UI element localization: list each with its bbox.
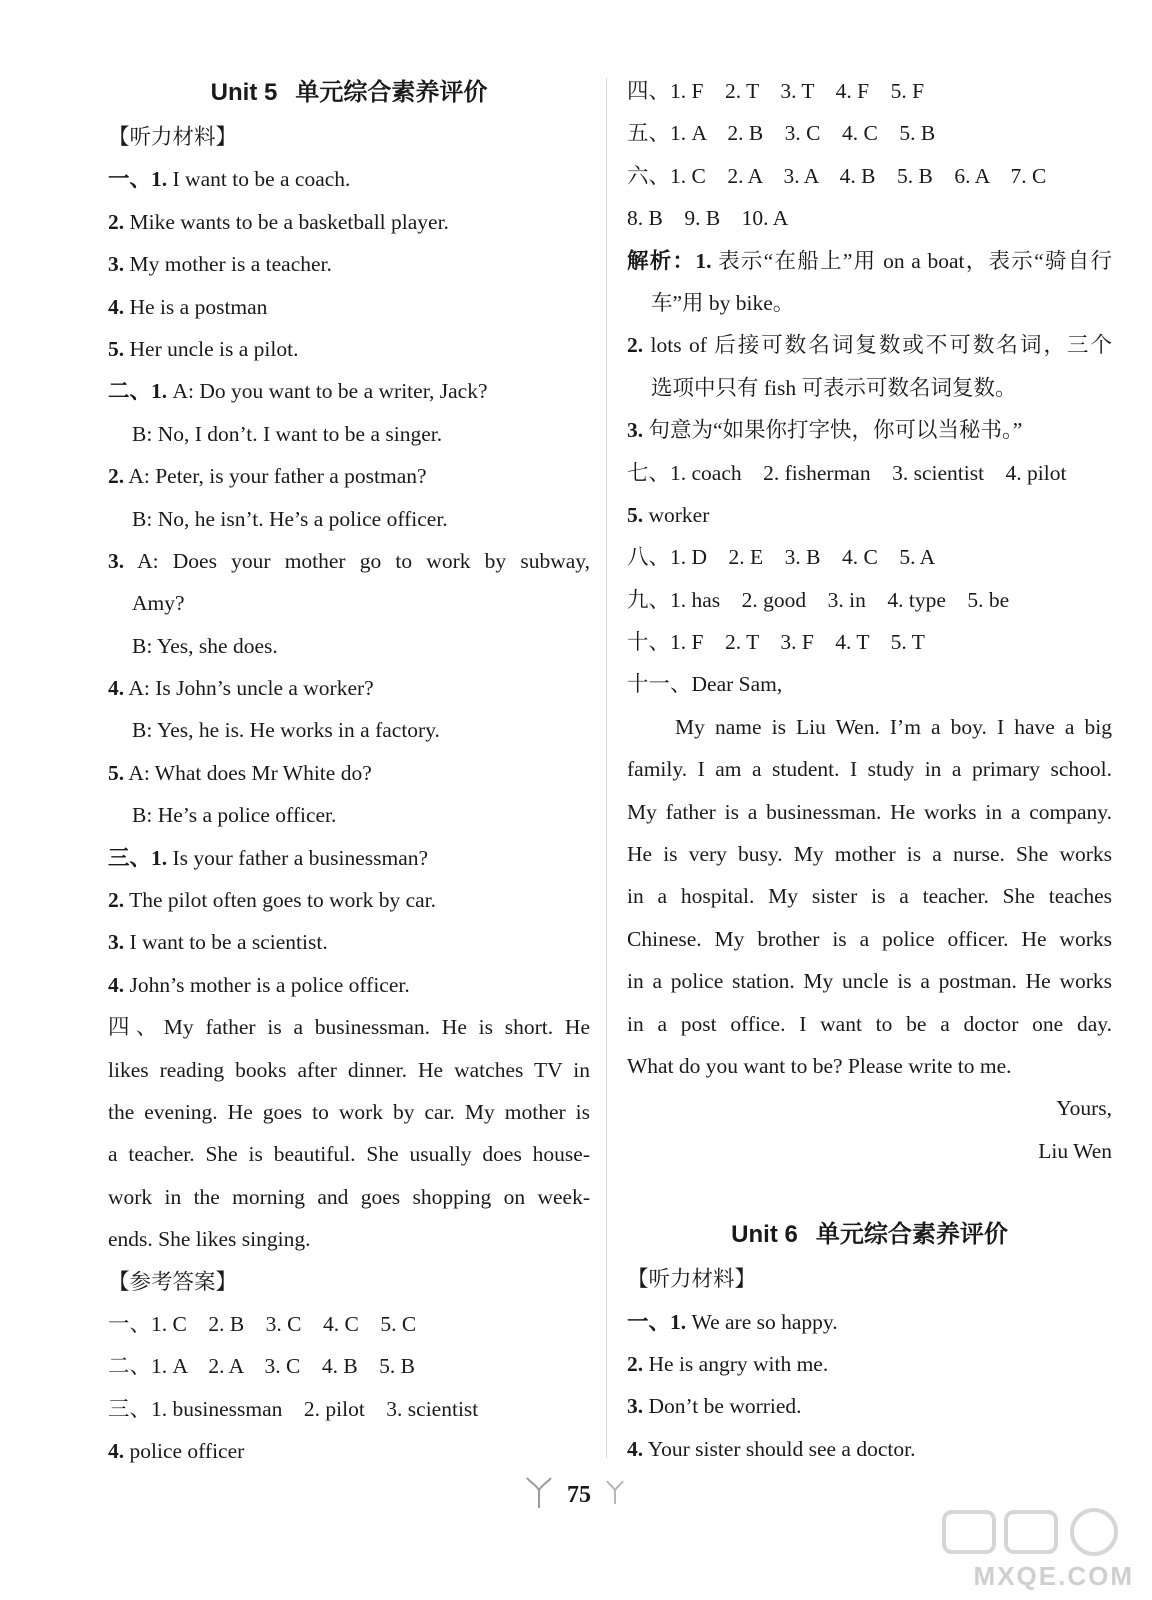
line-text: 五、1. A 2. B 3. C 4. C 5. B: [627, 121, 936, 146]
item-number: 4.: [627, 1436, 644, 1461]
line-text: 表示“在船上”用 on a boat，表示“骑自行: [711, 248, 1112, 273]
line-text: 八、1. D 2. E 3. B 4. C 5. A: [627, 545, 936, 570]
line-text: 一、1. C 2. B 3. C 4. C 5. C: [108, 1311, 417, 1336]
watermark-text: MXQE.COM: [973, 1561, 1134, 1591]
unit5-line: [108, 1218, 590, 1260]
line-text: 句意为“如果你打字快，你可以当秘书。”: [643, 418, 1023, 443]
unit5-line: [108, 794, 590, 836]
item-number: 3.: [108, 252, 125, 277]
unit5-answer-line: [627, 833, 1112, 875]
line-text: 选项中只有 fish 可表示可数名词复数。: [651, 375, 1017, 400]
item-number: 3.: [108, 548, 125, 573]
unit5-answer-line: [627, 1045, 1112, 1087]
unit5-line: [108, 370, 590, 412]
line-text: He is very busy. My mother is a nurse. She works: [627, 842, 1112, 867]
unit5-answer-line: [627, 197, 1112, 239]
unit5-answer-line: [627, 791, 1112, 833]
unit6-line: [627, 1301, 1112, 1343]
line-text: 车”用 by bike。: [651, 290, 795, 315]
unit5-answer-line: [627, 918, 1112, 960]
unit5-title-unit: Unit 5: [210, 79, 278, 106]
unit5-answer-line: [627, 112, 1112, 154]
unit5-answer-line: [627, 155, 1112, 197]
unit5-line: [108, 1176, 590, 1218]
item-number: 2.: [627, 333, 644, 358]
unit5-line: [108, 1091, 590, 1133]
line-text: Yours,: [1056, 1096, 1112, 1121]
line-text: I want to be a coach.: [167, 167, 351, 192]
item-number: 3.: [627, 418, 644, 443]
line-text: 六、1. C 2. A 3. A 4. B 5. B 6. A 7. C: [627, 163, 1047, 188]
unit5-line: [108, 328, 590, 370]
line-text: 三、1. businessman 2. pilot 3. scientist: [108, 1396, 479, 1421]
item-number: 2.: [108, 888, 125, 913]
item-number: 5.: [108, 336, 125, 361]
unit5-line: [108, 413, 590, 455]
line-text: Don’t be worried.: [643, 1394, 802, 1419]
line-text: Liu Wen: [1038, 1138, 1112, 1163]
unit5-answer-line: [627, 494, 1112, 536]
line-text: A: Is John’s uncle a worker?: [124, 676, 374, 701]
unit5-line: [108, 1261, 590, 1303]
line-text: B: He’s a police officer.: [132, 803, 337, 828]
unit5-line: [108, 964, 590, 1006]
unit6-title-unit: Unit 6: [731, 1221, 798, 1249]
item-number: 3.: [108, 930, 125, 955]
unit5-line: [108, 201, 590, 243]
line-text: My father is a businessman. He works in a company.: [627, 799, 1112, 824]
line-text: John’s mother is a police officer.: [124, 972, 410, 997]
unit5-line: [108, 582, 590, 624]
unit5-answer-line: [627, 579, 1112, 621]
item-number: 4.: [108, 1439, 125, 1464]
right-column: [627, 70, 1112, 1470]
unit5-line: [108, 243, 590, 285]
unit5-answer-line: [627, 282, 1112, 324]
line-text: work in the morning and goes shopping on week-: [108, 1184, 590, 1209]
line-text: A: What does Mr White do?: [124, 760, 372, 785]
line-text: Amy?: [132, 591, 185, 616]
unit5-line: [108, 879, 590, 921]
line-text: Chinese. My brother is a police officer. He works: [627, 926, 1112, 951]
line-text: B: No, he isn’t. He’s a police officer.: [132, 506, 448, 531]
item-number: 2.: [108, 464, 125, 489]
line-text: 九、1. has 2. good 3. in 4. type 5. be: [627, 587, 1010, 612]
watermark: [934, 1502, 1134, 1592]
unit5-line: [108, 1345, 590, 1387]
line-text: 【参考答案】: [108, 1269, 238, 1294]
line-text: a teacher. She is beautiful. She usually does house-: [108, 1142, 590, 1167]
item-number: 4.: [108, 972, 125, 997]
page-number: 75: [567, 1481, 591, 1508]
unit5-answer-line: [627, 70, 1112, 112]
line-text: He is a postman: [124, 294, 268, 319]
unit5-line: [108, 1049, 590, 1091]
item-number: 一、1.: [108, 167, 168, 192]
unit5-answer-line: [627, 452, 1112, 494]
line-text: A: Do you want to be a writer, Jack?: [167, 379, 488, 404]
unit6-heading: [627, 1212, 1112, 1258]
line-text: 【听力材料】: [108, 125, 238, 149]
unit5-answer-line: [627, 960, 1112, 1002]
line-text: He is angry with me.: [643, 1351, 829, 1376]
unit5-answer-line: [627, 240, 1112, 282]
unit5-line: [108, 837, 590, 879]
line-text: My name is Liu Wen. I’m a boy. I have a big: [675, 714, 1112, 739]
unit6-line: [627, 1258, 1112, 1300]
line-text: Mike wants to be a basketball player.: [124, 209, 449, 234]
item-number: 4.: [108, 676, 125, 701]
line-text: the evening. He goes to work by car. My mother is: [108, 1099, 590, 1124]
line-text: 七、1. coach 2. fisherman 3. scientist 4. pilot: [627, 460, 1067, 485]
item-number: 一、1.: [627, 1309, 687, 1334]
item-number: 4.: [108, 294, 125, 319]
line-text: 【听力材料】: [627, 1267, 757, 1292]
unit6-line: [627, 1343, 1112, 1385]
unit5-line: [108, 1430, 590, 1472]
line-text: My mother is a teacher.: [124, 252, 332, 277]
line-text: We are so happy.: [686, 1309, 838, 1334]
line-text: Is your father a businessman?: [167, 845, 429, 870]
line-text: lots of 后接可数名词复数或不可数名词，三个: [643, 333, 1112, 358]
line-text: in a post office. I want to be a doctor one day.: [627, 1011, 1112, 1036]
left-column: [108, 70, 590, 1473]
unit5-title-text: 单元综合素养评价: [295, 79, 488, 106]
unit6-title-text: 单元综合素养评价: [815, 1221, 1008, 1249]
item-number: 3.: [627, 1394, 644, 1419]
unit5-line: [108, 709, 590, 751]
unit6-line: [627, 1428, 1112, 1470]
unit5-line: [108, 921, 590, 963]
unit5-answer-line: [627, 621, 1112, 663]
item-number: 解析：1.: [627, 248, 712, 273]
item-number: 2.: [627, 1351, 644, 1376]
unit6-line: [627, 1385, 1112, 1427]
line-text: family. I am a student. I study in a primary school.: [627, 757, 1112, 782]
line-text: 二、1. A 2. A 3. C 4. B 5. B: [108, 1354, 416, 1379]
unit5-line: [108, 1133, 590, 1175]
unit5-line: [108, 286, 590, 328]
unit5-answer-line: [627, 663, 1112, 705]
leaf-left-icon: [525, 1474, 553, 1515]
line-text: B: Yes, he is. He works in a factory.: [132, 718, 440, 743]
line-text: in a hospital. My sister is a teacher. She teaches: [627, 884, 1112, 909]
line-text: A: Peter, is your father a postman?: [124, 464, 427, 489]
right-lines-answers: [627, 70, 1112, 1172]
unit5-line: [108, 540, 590, 582]
leaf-right-icon: [605, 1478, 625, 1511]
line-text: worker: [643, 502, 710, 527]
line-text: I want to be a scientist.: [124, 930, 328, 955]
line-text: 四、My father is a businessman. He is short. He: [108, 1015, 590, 1040]
item-number: 5.: [108, 760, 125, 785]
unit5-answer-line: [627, 409, 1112, 451]
unit5-answer-line: [627, 367, 1112, 409]
unit5-line: [108, 455, 590, 497]
unit5-line: [108, 667, 590, 709]
unit5-heading: [108, 70, 590, 116]
unit5-answer-line: [627, 875, 1112, 917]
line-text: 四、1. F 2. T 3. T 4. F 5. F: [627, 79, 925, 103]
line-text: police officer: [124, 1439, 245, 1464]
left-lines: [108, 116, 590, 1473]
line-text: What do you want to be? Please write to me.: [627, 1053, 1012, 1078]
line-text: The pilot often goes to work by car.: [124, 888, 437, 913]
line-text: B: No, I don’t. I want to be a singer.: [132, 421, 443, 446]
unit5-answer-line: [627, 706, 1112, 748]
unit5-answer-line: [627, 748, 1112, 790]
item-number: 5.: [627, 502, 644, 527]
page-footer: [500, 1474, 650, 1514]
unit5-line: [108, 1303, 590, 1345]
item-number: 二、1.: [108, 379, 168, 404]
line-text: Her uncle is a pilot.: [124, 336, 299, 361]
unit5-line: [108, 116, 590, 158]
unit5-line: [108, 752, 590, 794]
unit5-answer-line: [627, 1087, 1112, 1129]
unit5-answer-line: [627, 1003, 1112, 1045]
column-divider: [606, 78, 607, 1458]
unit5-line: [108, 1006, 590, 1048]
item-number: 三、1.: [108, 845, 168, 870]
unit5-answer-line: [627, 1130, 1112, 1172]
unit5-line: [108, 1388, 590, 1430]
line-text: 十一、Dear Sam,: [627, 672, 783, 697]
unit5-line: [108, 625, 590, 667]
line-text: ends. She likes singing.: [108, 1227, 311, 1252]
line-text: in a police station. My uncle is a postman. He works: [627, 969, 1112, 994]
watermark-logo-icon: [934, 1502, 1134, 1562]
unit5-line: [108, 158, 590, 200]
unit5-answer-line: [627, 536, 1112, 578]
item-number: 2.: [108, 209, 125, 234]
line-text: 8. B 9. B 10. A: [627, 206, 789, 231]
unit5-answer-line: [627, 324, 1112, 366]
right-lines-listening: [627, 1258, 1112, 1470]
line-text: A: Does your mother go to work by subway,: [124, 548, 590, 573]
unit5-line: [108, 498, 590, 540]
line-text: likes reading books after dinner. He watches TV in: [108, 1057, 590, 1082]
line-text: 十、1. F 2. T 3. F 4. T 5. T: [627, 630, 925, 655]
line-text: B: Yes, she does.: [132, 633, 278, 658]
line-text: Your sister should see a doctor.: [643, 1436, 916, 1461]
